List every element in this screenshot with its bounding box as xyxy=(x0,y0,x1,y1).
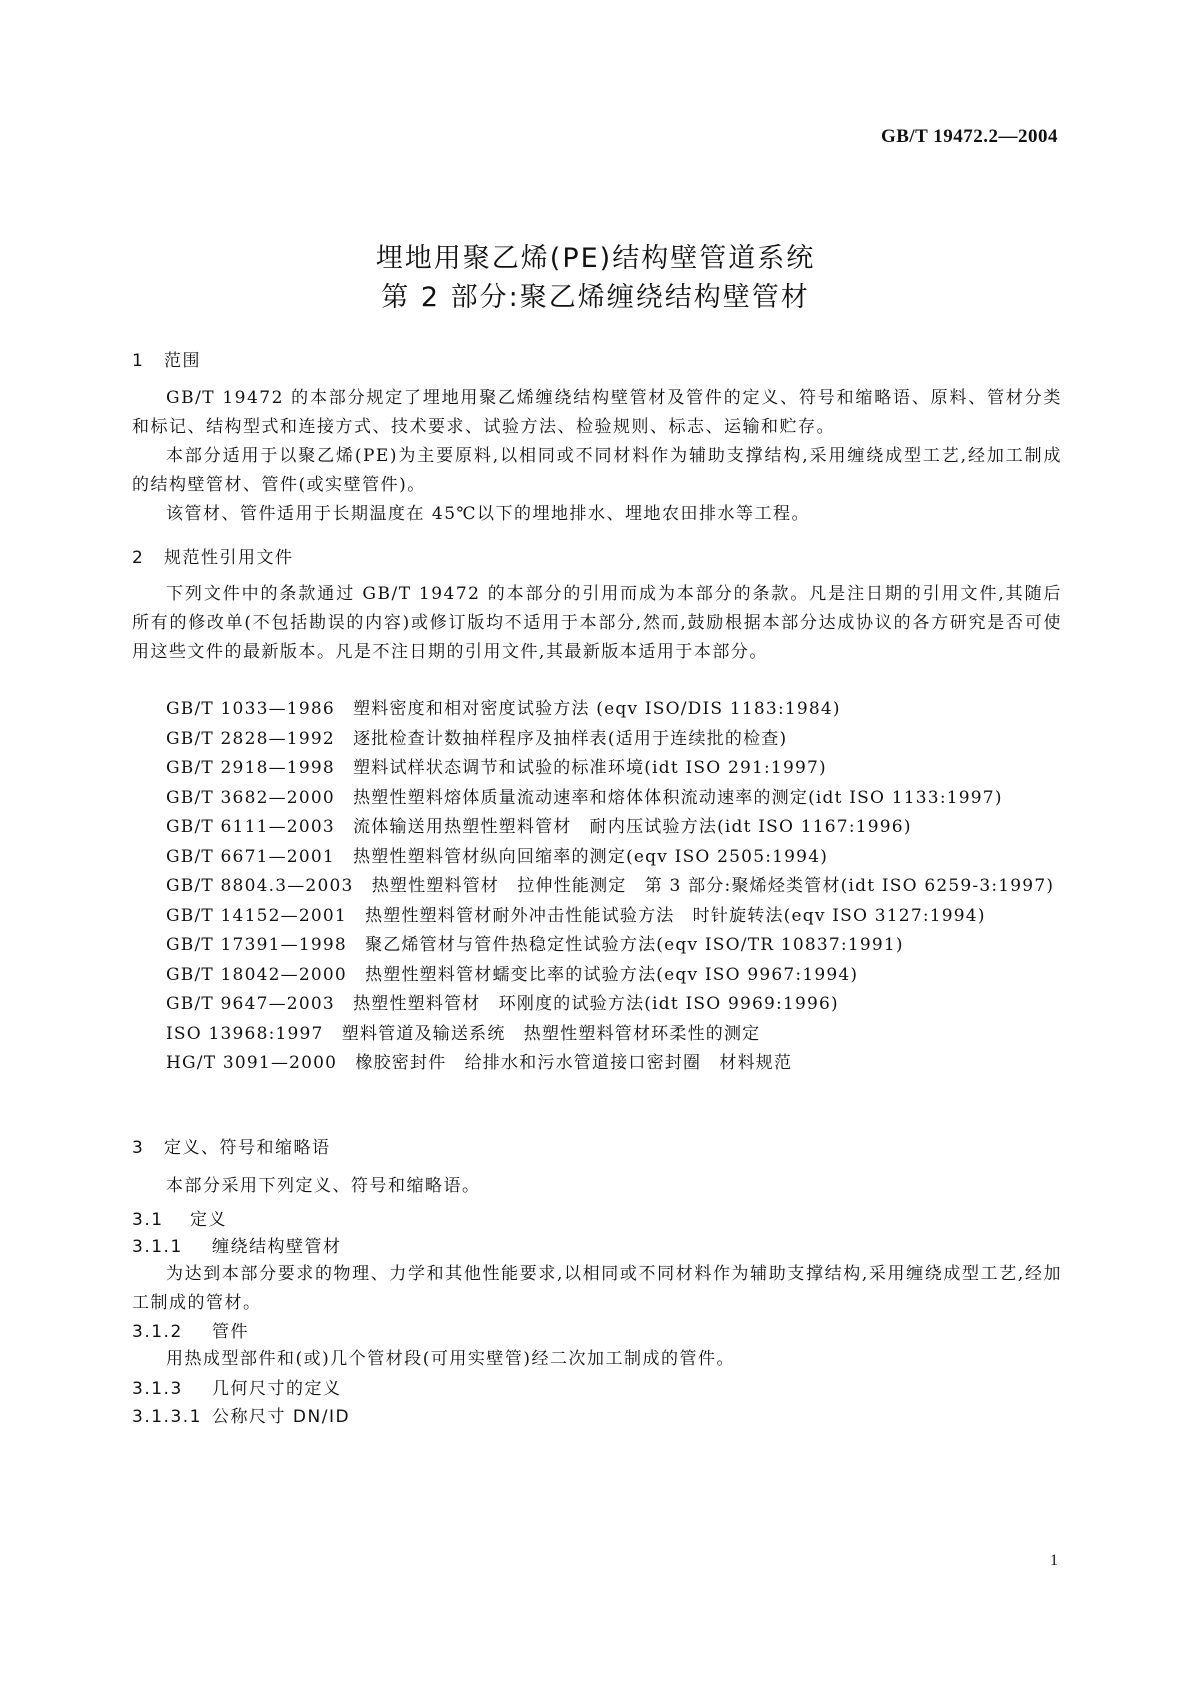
section-1-body xyxy=(132,384,1062,529)
subsection-number: 3.1 xyxy=(132,1210,164,1230)
reference-item: HG/T 3091—2000 橡胶密封件 给排水和污水管道接口密封圈 材料规范 xyxy=(166,1053,793,1073)
reference-item: GB/T 6111—2003 流体输送用热塑性塑料管材 耐内压试验方法(idt ISO 1167:1996) xyxy=(166,817,912,837)
reference-item: GB/T 1033—1986 塑料密度和相对密度试验方法 (eqv ISO/DIS 1183:1984) xyxy=(166,699,841,719)
paragraph: 下列文件中的条款通过 GB/T 19472 的本部分的引用而成为本部分的条款。凡是注日期的引用文件,其随后所有的修改单(不包括勘误的内容)或修订版均不适用于本部分,然而,鼓励根据本部分达成协议的各方研究是否可使用这些文件的最新版本。凡是不注日期的引用文件,其最新版本适用于本部分。 xyxy=(132,584,1062,662)
subsection-title: 管件 xyxy=(212,1322,249,1342)
section-1-heading xyxy=(132,346,1062,371)
section-2-heading xyxy=(132,543,1062,568)
subsection-3-1-2-body xyxy=(132,1345,1062,1374)
subsection-3-1-1-heading xyxy=(132,1232,1062,1257)
section-3-heading xyxy=(132,1133,1062,1158)
subsection-title: 定义 xyxy=(190,1210,227,1230)
subsection-3-1-3-1-heading xyxy=(132,1402,1062,1427)
subsection-title: 公称尺寸 DN/ID xyxy=(212,1407,351,1427)
paragraph: 本部分适用于以聚乙烯(PE)为主要原料,以相同或不同材料作为辅助支撑结构,采用缠绕成型工艺,经加工制成的结构壁管材、管件(或实壁管件)。 xyxy=(132,446,1062,495)
paragraph: 用热成型部件和(或)几个管材段(可用实壁管)经二次加工制成的管件。 xyxy=(166,1349,736,1369)
document-title-line1: 埋地用聚乙烯(PE)结构壁管道系统 xyxy=(375,243,816,274)
reference-list xyxy=(132,695,1062,1079)
reference-item: GB/T 2918—1998 塑料试样状态调节和试验的标准环境(idt ISO 291:1997) xyxy=(166,758,827,778)
standard-code: GB/T 19472.2—2004 xyxy=(880,126,1058,147)
subsection-number: 3.1.2 xyxy=(132,1322,183,1342)
section-title: 定义、符号和缩略语 xyxy=(164,1138,331,1158)
reference-item: GB/T 18042—2000 热塑性塑料管材蠕变比率的试验方法(eqv ISO 9967:1994) xyxy=(166,964,859,985)
section-2-body xyxy=(132,580,1062,667)
reference-item: GB/T 2828—1992 逐批检查计数抽样程序及抽样表(适用于连续批的检查) xyxy=(166,728,788,749)
subsection-number: 3.1.1 xyxy=(132,1237,183,1257)
section-number: 2 xyxy=(132,548,145,568)
section-title: 规范性引用文件 xyxy=(164,548,294,568)
section-number: 3 xyxy=(132,1138,145,1158)
paragraph: 为达到本部分要求的物理、力学和其他性能要求,以相同或不同材料作为辅助支撑结构,采用缠绕成型工艺,经加工制成的管材。 xyxy=(132,1264,1062,1313)
paragraph: GB/T 19472 的本部分规定了埋地用聚乙烯缠绕结构壁管材及管件的定义、符号和缩略语、原料、管材分类和标记、结构型式和连接方式、技术要求、试验方法、检验规则、标志、运输和贮存。 xyxy=(132,388,1062,437)
subsection-title: 几何尺寸的定义 xyxy=(212,1379,342,1399)
section-number: 1 xyxy=(132,351,145,371)
reference-item: GB/T 8804.3—2003 热塑性塑料管材 拉伸性能测定 第 3 部分:聚烯烃类管材(idt ISO 6259-3:1997) xyxy=(166,876,1055,896)
section-3-intro xyxy=(132,1172,1062,1201)
paragraph: 本部分采用下列定义、符号和缩略语。 xyxy=(166,1176,481,1196)
subsection-number: 3.1.3.1 xyxy=(132,1407,202,1427)
reference-item: GB/T 17391—1998 聚乙烯管材与管件热稳定性试验方法(eqv ISO/TR 10837:1991) xyxy=(166,935,904,955)
paragraph: 该管材、管件适用于长期温度在 45℃以下的埋地排水、埋地农田排水等工程。 xyxy=(166,504,811,524)
subsection-title: 缠绕结构壁管材 xyxy=(212,1237,342,1257)
reference-item: ISO 13968:1997 塑料管道及输送系统 热塑性塑料管材环柔性的测定 xyxy=(166,1023,761,1044)
reference-item: GB/T 14152—2001 热塑性塑料管材耐外冲击性能试验方法 时针旋转法(eqv ISO 3127:1994) xyxy=(166,905,986,926)
reference-item: GB/T 6671—2001 热塑性塑料管材纵向回缩率的测定(eqv ISO 2505:1994) xyxy=(166,846,829,867)
subsection-3-1-3-heading xyxy=(132,1374,1062,1399)
subsection-3-1-1-body xyxy=(132,1260,1062,1318)
document-title-line2: 第 2 部分:聚乙烯缠绕结构壁管材 xyxy=(381,282,810,313)
subsection-3-1-2-heading xyxy=(132,1317,1062,1342)
subsection-number: 3.1.3 xyxy=(132,1379,183,1399)
section-title: 范围 xyxy=(164,351,201,371)
page-number: 1 xyxy=(1050,1552,1058,1569)
reference-item: GB/T 9647—2003 热塑性塑料管材 环刚度的试验方法(idt ISO 9969:1996) xyxy=(166,994,839,1014)
subsection-3-1-heading xyxy=(132,1205,1062,1230)
reference-item: GB/T 3682—2000 热塑性塑料熔体质量流动速率和熔体体积流动速率的测定(idt ISO 1133:1997) xyxy=(166,787,1003,808)
